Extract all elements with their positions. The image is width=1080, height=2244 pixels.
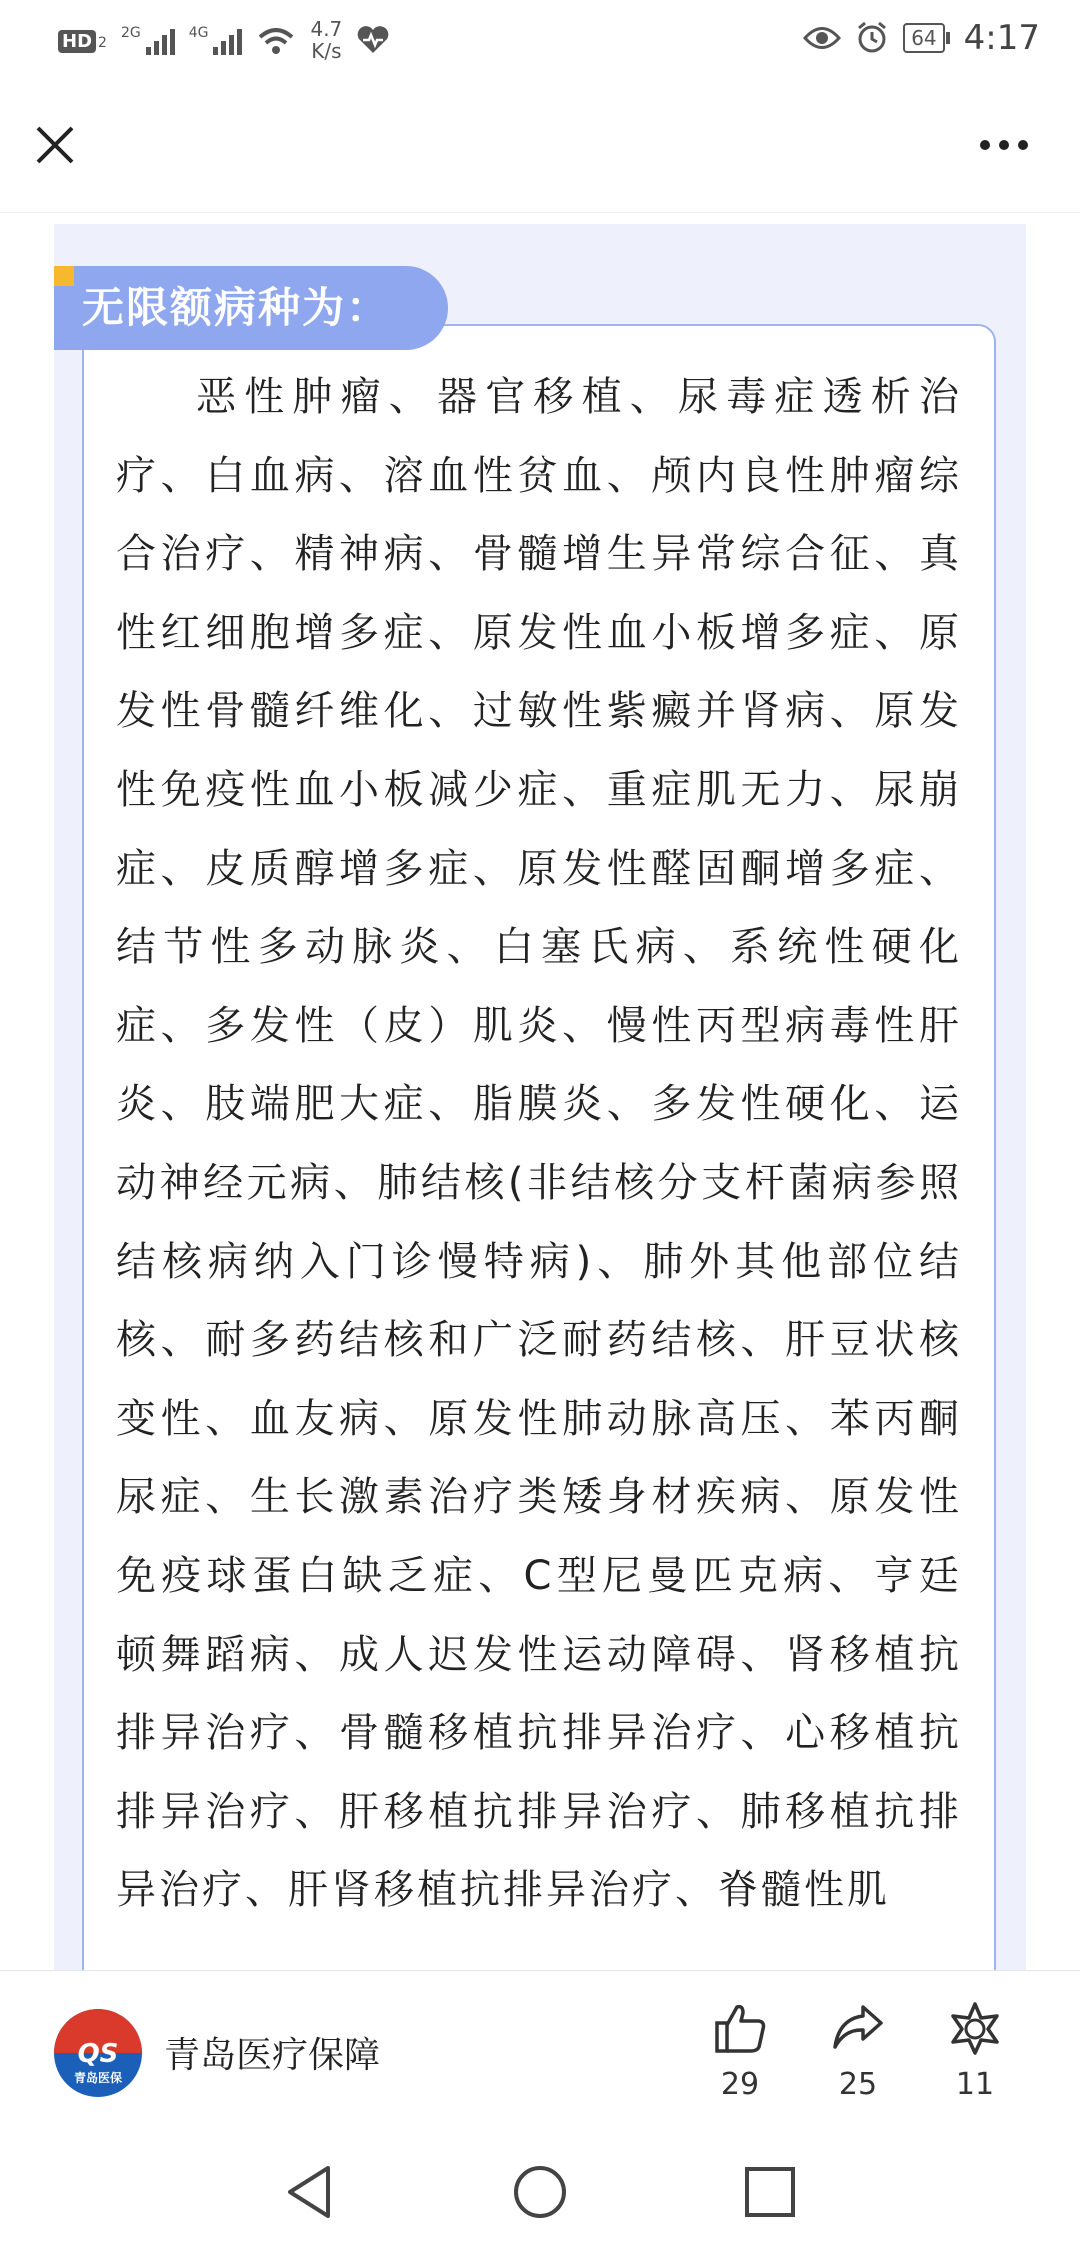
back-triangle-icon[interactable] — [284, 2164, 336, 2220]
bottom-bar — [0, 1970, 1080, 2121]
collect-button[interactable] — [935, 2001, 1015, 2102]
signal-2g-label: 2G — [120, 25, 141, 41]
collect-count: 11 — [955, 2067, 995, 2102]
speed-unit: K/s — [311, 39, 342, 63]
home-circle-icon[interactable] — [512, 2164, 568, 2220]
article-body: 恶性肿瘤、器官移植、尿毒症透析治疗、白血病、溶血性贫血、颅内良性肿瘤综合治疗、精神病、骨髓增生异常综合征、真性红细胞增多症、原发性血小板增多症、原发性骨髓纤维化、过敏性紫癜并肾病、原发性免疫性血小板减少症、重症肌无力、尿崩症、皮质醇增多症、原发性醛固酮增多症、结节性多动脉炎、白塞氏病、系统性硬化症、多发性（皮）肌炎、慢性丙型病毒性肝炎、肢端肥大症、脂膜炎、多发性硬化、运动神经元病、肺结核(非结核分支杆菌病参照结核病纳入门诊慢特病)、肺外其他部位结核、耐多药结核和广泛耐药结核、肝豆状核变性、血友病、原发性肺动脉高压、苯丙酮尿症、生长激素治疗类矮身材疾病、原发性免疫球蛋白缺乏症、C型尼曼匹克病、亨廷顿舞蹈病、成人迟发性运动障碍、肾移植抗排异治疗、骨髓移植抗排异治疗、心移植抗排异治疗、肝移植抗排异治疗、肺移植抗排异治疗、肝肾移植抗排异治疗、脊髓性肌 — [116, 374, 962, 1914]
share-arrow-icon — [831, 2001, 885, 2055]
avatar-letters: QS — [77, 2039, 119, 2069]
thumbs-up-icon — [713, 2001, 767, 2055]
signal-4g-label: 4G — [188, 25, 209, 41]
account-name[interactable]: 青岛医疗保障 — [164, 2035, 381, 2076]
star-icon — [948, 2001, 1002, 2055]
share-count: 25 — [838, 2067, 878, 2102]
hd-badge: HD 2 — [58, 28, 107, 53]
clock: 4:17 — [963, 18, 1040, 58]
speed-value: 4.7 — [310, 17, 343, 41]
avatar-caption: 青岛医保 — [73, 2071, 122, 2085]
avatar[interactable] — [54, 2009, 142, 2097]
like-count: 29 — [720, 2067, 760, 2102]
like-button[interactable] — [700, 2001, 780, 2102]
section-title: 无限额病种为： — [54, 266, 448, 350]
system-nav-bar — [0, 2140, 1080, 2244]
battery-level: 64 — [903, 23, 944, 53]
section-tab-marker — [54, 266, 74, 286]
hd-sub: 2 — [98, 34, 107, 51]
share-button[interactable] — [818, 2001, 898, 2102]
recents-square-icon[interactable] — [744, 2166, 796, 2218]
